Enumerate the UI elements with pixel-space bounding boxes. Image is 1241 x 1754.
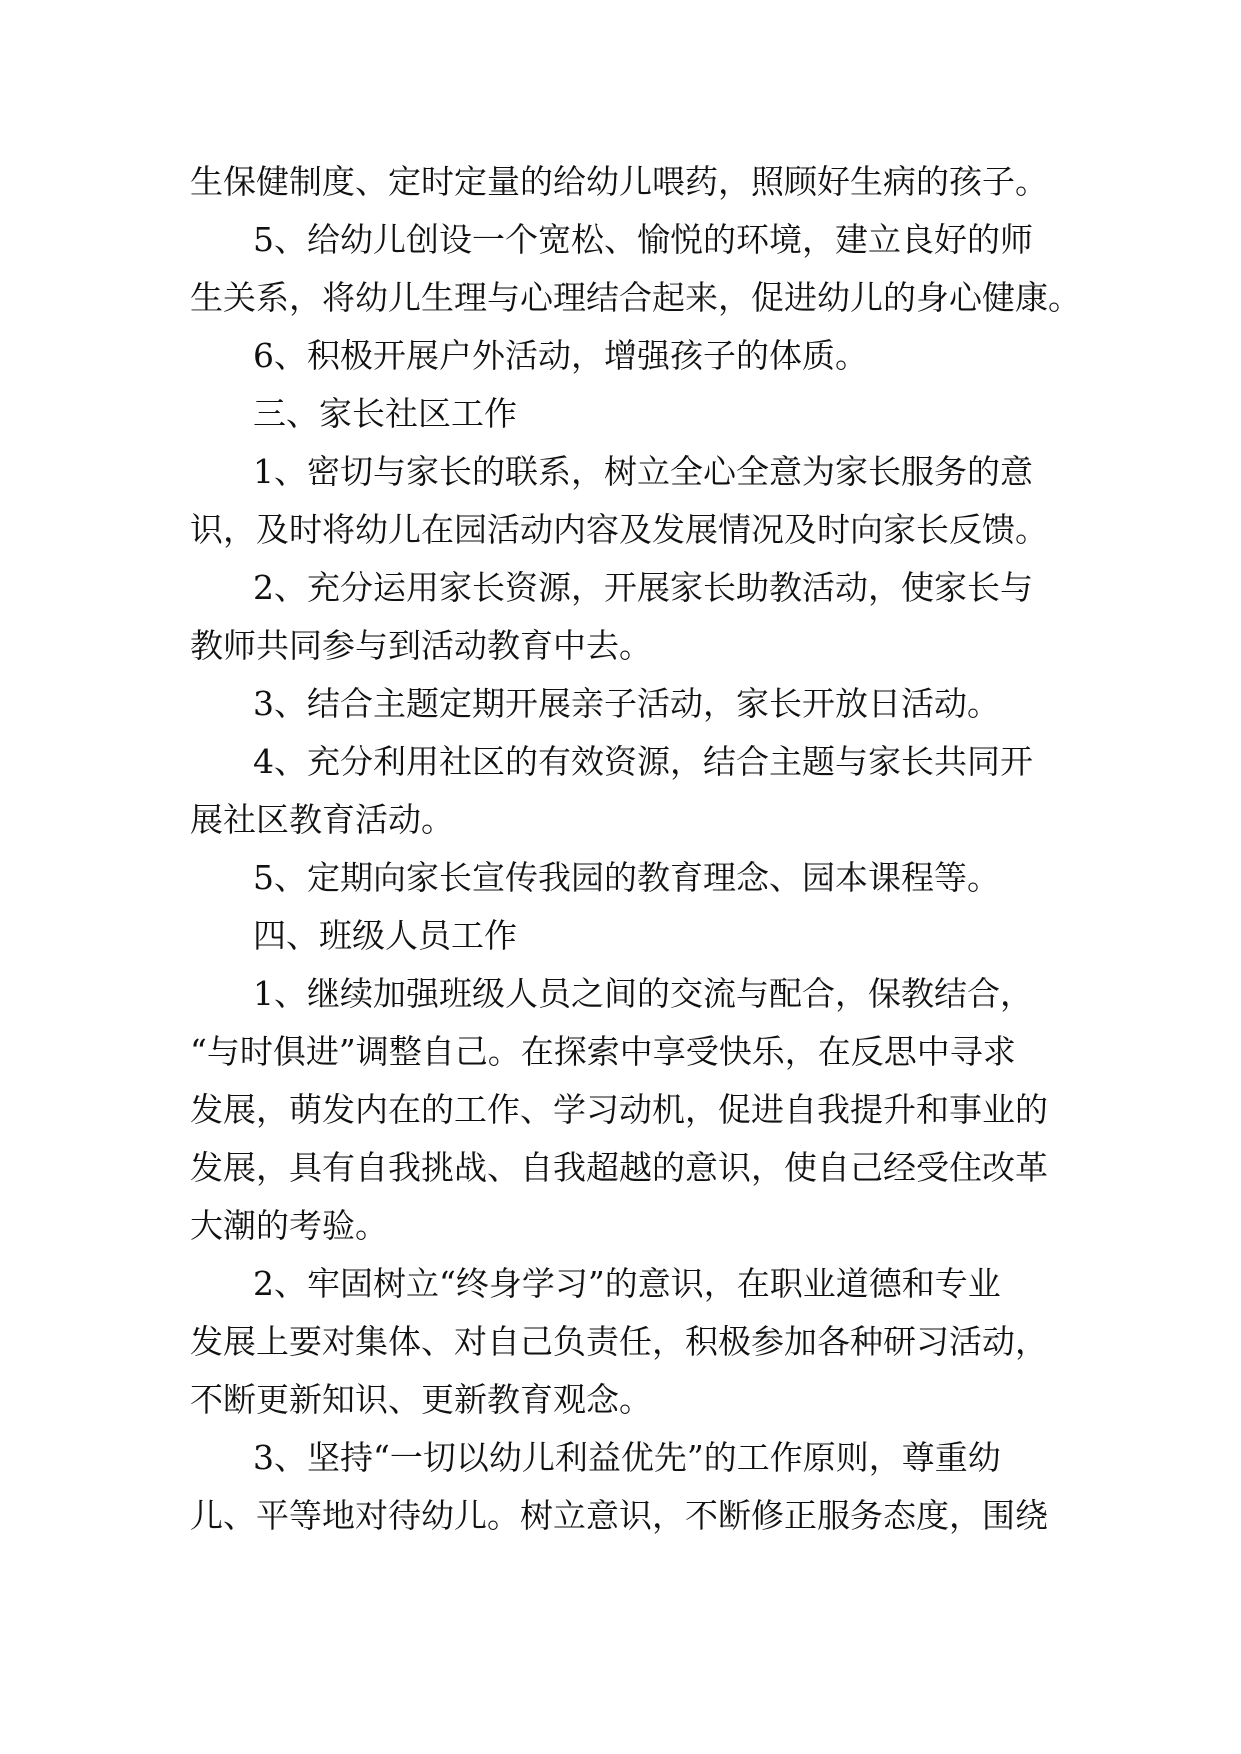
text-line: 展社区教育活动。 [190, 800, 454, 839]
text-line: “与时俱进”调整自己。在探索中享受快乐，在反思中寻求 [190, 1032, 1016, 1071]
text-line: 5、定期向家长宣传我园的教育理念、园本课程等。 [253, 858, 1000, 897]
text-line: 发展上要对集体、对自己负责任，积极参加各种研习活动， [190, 1322, 1048, 1361]
text-line: 5、给幼儿创设一个宽松、愉悦的环境，建立良好的师 [253, 220, 1033, 259]
text-line: 1、继续加强班级人员之间的交流与配合，保教结合， [253, 974, 1033, 1013]
text-line: 6、积极开展户外活动，增强孩子的体质。 [253, 336, 868, 375]
text-line: 教师共同参与到活动教育中去。 [190, 626, 652, 665]
text-line: 发展，具有自我挑战、自我超越的意识，使自己经受住改革 [190, 1148, 1048, 1187]
text-line: 2、充分运用家长资源，开展家长助教活动，使家长与 [253, 568, 1033, 607]
text-line: 识，及时将幼儿在园活动内容及发展情况及时向家长反馈。 [190, 510, 1048, 549]
text-line: 3、结合主题定期开展亲子活动，家长开放日活动。 [253, 684, 1000, 723]
text-line: 2、牢固树立“终身学习”的意识，在职业道德和专业 [253, 1264, 1001, 1303]
text-line: 儿、平等地对待幼儿。树立意识，不断修正服务态度，围绕 [190, 1496, 1048, 1535]
text-line: 3、坚持“一切以幼儿利益优先”的工作原则，尊重幼 [253, 1438, 1001, 1477]
text-line: 生保健制度、定时定量的给幼儿喂药，照顾好生病的孩子。 [190, 162, 1048, 201]
text-line: 不断更新知识、更新教育观念。 [190, 1380, 652, 1419]
text-line: 生关系，将幼儿生理与心理结合起来，促进幼儿的身心健康。 [190, 278, 1081, 317]
text-line: 1、密切与家长的联系，树立全心全意为家长服务的意 [253, 452, 1033, 491]
section-heading: 三、家长社区工作 [253, 394, 517, 433]
text-line: 发展，萌发内在的工作、学习动机，促进自我提升和事业的 [190, 1090, 1048, 1129]
text-line: 4、充分利用社区的有效资源，结合主题与家长共同开 [253, 742, 1033, 781]
section-heading: 四、班级人员工作 [253, 916, 517, 955]
text-line: 大潮的考验。 [190, 1206, 388, 1245]
